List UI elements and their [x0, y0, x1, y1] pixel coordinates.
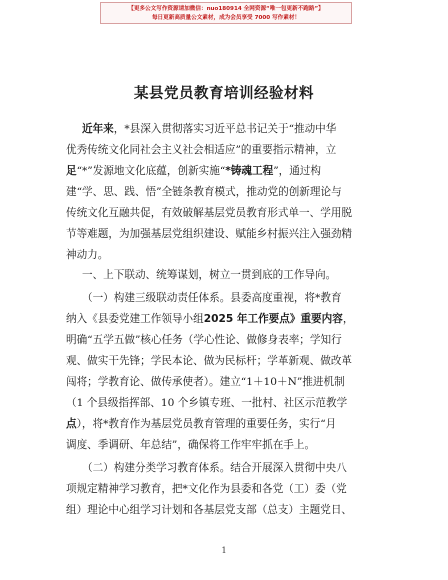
- text-run: ，: [342, 313, 354, 325]
- paragraph-2-line-4: 观、做实干先锋；学民本论、做为民标杆；学革新观、做改革: [66, 355, 353, 367]
- paragraph-2-line-5: 闯将；学教育论、做传承使者）。建立“1＋10＋N”推进机制: [66, 376, 345, 388]
- paragraph-3-line-2: 项规定精神学习教育，把*文化作为县委和各党（工）委（党: [66, 483, 347, 495]
- text-run: 点: [66, 418, 77, 430]
- paragraph-2-line-1: （一）构建三级联动责任体系。县委高度重视，将*教育: [82, 292, 342, 304]
- banner-line-1: 【更多公文写作资源请加微信：nuo180914 全网资源“唯一包更新不跑路”】: [128, 6, 324, 12]
- paragraph-3-line-3: 组）理论中心组学习计划和各基层党支部（总支）主题党日、: [66, 504, 353, 516]
- paragraph-2-line-6: （1 个县级指挥部、10 个乡镇专班、一批村、社区示范教学: [66, 397, 348, 409]
- paragraph-1-line-4: 建“学、思、践、悟”全链条教育模式，推动党的创新理论与: [66, 186, 342, 198]
- paragraph-1-line-7: 神动力。: [66, 249, 109, 261]
- text-run: 足: [66, 165, 77, 177]
- paragraph-1-line-2: 优秀传统文化同社会主义社会相适应”的重要指示精神，立: [66, 144, 337, 156]
- text-run: ），将*教育作为基层党员教育管理的重要任务，实行“月: [76, 418, 337, 430]
- document-title: 某县党员教育培训经验材料: [134, 86, 314, 102]
- paragraph-3-line-1: （二）构建分类学习教育体系。结合开展深入贯彻中央八: [82, 462, 347, 474]
- paragraph-1-line-6: 节等难题，为加强基层党组织建设、赋能乡村振兴注入强劲精: [66, 228, 353, 240]
- paragraph-2-line-3: 明确“五学五做”核心任务（学心性论、做修身表率；学知行: [66, 334, 342, 346]
- text-run: 纳入《县委党建工作领导小组: [66, 313, 204, 325]
- lead-phrase: 近年来: [82, 123, 114, 135]
- paragraph-2-line-8: 调度、季调研、年总结”，确保将工作牢牢抓在手上。: [66, 439, 316, 451]
- text-run: ”，通过构: [273, 165, 321, 177]
- page-number: 1: [221, 546, 227, 555]
- paragraph-1-line-3: [66, 164, 321, 178]
- section-heading-1: 一、上下联动、统筹谋划，树立一贯到底的工作导向。: [82, 269, 337, 281]
- text-run: ，*县深入贯彻落实习近平总书记关于“推动中华: [113, 123, 337, 135]
- promo-banner: [100, 2, 352, 24]
- emphasis-run: 2025 年工作要点》重要内容: [203, 313, 343, 325]
- paragraph-2-line-2: [66, 312, 353, 326]
- paragraph-1-line-1: [82, 122, 336, 136]
- paragraph-2-line-7: [66, 417, 336, 431]
- banner-line-2: 每日更新高质量公文素材，成为会员享受 7000 写作素材！: [151, 15, 301, 21]
- text-run: “*”发源地文化底蕴，创新实施“: [76, 165, 226, 177]
- emphasis-run: *铸魂工程: [225, 165, 274, 177]
- paragraph-1-line-5: 传统文化互融共促，有效破解基层党员教育形式单一、学用脱: [66, 207, 353, 219]
